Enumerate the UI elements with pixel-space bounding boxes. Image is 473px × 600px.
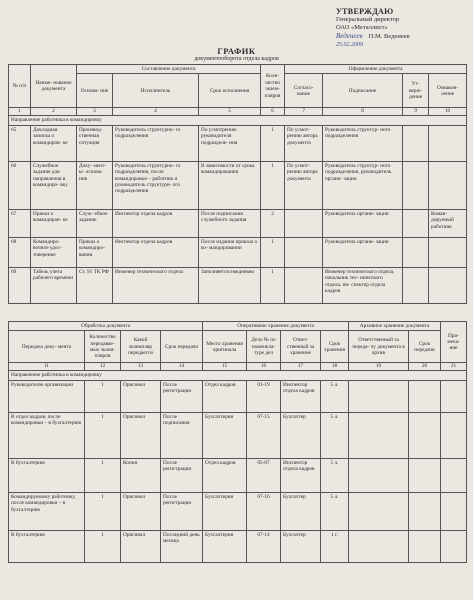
cell-num: 67: [9, 209, 31, 237]
cell-transfer: В бухгалтерию: [9, 530, 85, 562]
cell-sign: Руководитель структур- ного подразделения, руководитель органи- зации: [323, 161, 403, 209]
col-number: 3: [77, 108, 113, 116]
table-row: [9, 237, 467, 267]
cell-transfer: Командируемому работнику, после командировки – в бухгалтерию: [9, 492, 85, 530]
cell-transfer-term: После регистрации: [161, 380, 203, 412]
cell-approve: [403, 161, 429, 209]
cell-archive-term: [409, 458, 441, 492]
col-acquaint: Ознаком- ление: [429, 74, 467, 108]
cell-copies: 1: [85, 380, 121, 412]
cell-count: 1: [261, 125, 285, 161]
cell-agree: По усмот- рению автора документа: [285, 161, 323, 209]
cell-storage-term: 5 л.: [321, 458, 349, 492]
cell-approve: [403, 209, 429, 237]
cell-acquaint: [429, 161, 467, 209]
cell-archive-responsible: [349, 380, 409, 412]
cell-archive-term: [409, 412, 441, 458]
cell-storage-place: Отдел кадров: [203, 380, 247, 412]
cell-case-no: 05-07: [247, 458, 281, 492]
cell-archive-responsible: [349, 492, 409, 530]
cell-term: После подписания служебного задания: [199, 209, 261, 237]
col-number: 1: [9, 108, 31, 116]
cell-storage-term: 5 л.: [321, 492, 349, 530]
group-formalize: Оформление документа: [285, 65, 467, 74]
cell-executor: Инспектор отдела кадров: [113, 209, 199, 237]
cell-transfer-term: После регистрации: [161, 492, 203, 530]
col-number: 18: [321, 363, 349, 371]
cell-copies: 1: [85, 458, 121, 492]
col-basis: Основа- ние: [77, 74, 113, 108]
cell-archive-term: [409, 492, 441, 530]
col-num: № п/п: [9, 65, 31, 108]
table-row: [9, 267, 467, 303]
col-executor: Исполнитель: [113, 74, 199, 108]
cell-storage-term: 5 л.: [321, 380, 349, 412]
col-storage-place: Место хранения оригинала: [203, 331, 247, 363]
table-row: [9, 209, 467, 237]
cell-responsible: Инспектор отдела кадров: [281, 458, 321, 492]
cell-note: [441, 492, 467, 530]
cell-copies: 1: [85, 530, 121, 562]
cell-executor: Инженер технического отдела: [113, 267, 199, 303]
col-agreement: Согласо- вание: [285, 74, 323, 108]
cell-case-no: 07-15: [247, 412, 281, 458]
cell-archive-term: [409, 380, 441, 412]
cell-executor: Руководитель структурно- го подразделения: [113, 125, 199, 161]
cell-doc: Служебное задание для направления в командиро- вку: [31, 161, 77, 209]
cell-agree: [285, 237, 323, 267]
col-number: 9: [403, 108, 429, 116]
cell-archive-responsible: [349, 412, 409, 458]
col-approve: Ут- верж- дение: [403, 74, 429, 108]
cell-agree: [285, 209, 323, 237]
cell-transfer-term: После регистрации: [161, 458, 203, 492]
cell-transfer: Руководителю организации: [9, 380, 85, 412]
cell-agree: [285, 267, 323, 303]
cell-term: После издания приказа о ко- мандировании: [199, 237, 261, 267]
cell-acquaint: Коман- дируемый работник: [429, 209, 467, 237]
cell-sign: Инженер технического отдела, начальник тех- нического отдела, ин- спектор отдела кадров: [323, 267, 403, 303]
cell-executor: Руководитель структурно- го подразделения, после командировки – работник и руководитель структурн- ого подразделения: [113, 161, 199, 209]
cell-doc: Приказ о командиров- ке: [31, 209, 77, 237]
col-transfer: Передача доку- мента: [9, 331, 85, 363]
cell-term: По усмотрению руководителя подразделе- ния: [199, 125, 261, 161]
table-row: [9, 530, 467, 562]
cell-archive-term: [409, 530, 441, 562]
schedule-table-part2: [8, 321, 467, 563]
cell-which-copy: Оригинал: [121, 380, 161, 412]
table-row: [9, 161, 467, 209]
col-number: 16: [247, 363, 281, 371]
table-row: [9, 412, 467, 458]
cell-agree: По усмот- рению автора документа: [285, 125, 323, 161]
col-which-copy: Какой экземпляр передается: [121, 331, 161, 363]
cell-transfer: В бухгалтерию: [9, 458, 85, 492]
cell-basis: Производ- ственная ситуация: [77, 125, 113, 161]
cell-storage-term: 5 л.: [321, 412, 349, 458]
cell-note: [441, 530, 467, 562]
cell-basis: Доку- мент- ы- основа- ния: [77, 161, 113, 209]
col-number: 19: [349, 363, 409, 371]
cell-approve: [403, 125, 429, 161]
cell-num: 65: [9, 125, 31, 161]
col-exec-term: Срок исполнения: [199, 74, 261, 108]
col-transfer-term: Срок передачи: [161, 331, 203, 363]
col-number: 7: [285, 108, 323, 116]
table-row: [9, 458, 467, 492]
cell-doc: Командиро- вочное удос- товерение: [31, 237, 77, 267]
cell-term: В зависимости от срока командирования: [199, 161, 261, 209]
approval-signature-line: [336, 32, 466, 41]
approval-name: П.М. Веденеев: [368, 33, 410, 40]
col-doc-name: Наиме- нование документа: [31, 65, 77, 108]
cell-archive-responsible: [349, 530, 409, 562]
cell-count: 1: [261, 267, 285, 303]
cell-which-copy: Оригинал: [121, 412, 161, 458]
cell-num: 66: [9, 161, 31, 209]
approval-date: 25.02.2009: [336, 42, 363, 48]
cell-transfer: В отдел кадров, после командировки – в бухгалтерию: [9, 412, 85, 458]
col-number: 4: [113, 108, 199, 116]
approval-title: УТВЕРЖДАЮ: [336, 7, 394, 16]
cell-num: 68: [9, 237, 31, 267]
cell-basis: Служ- ебное задание: [77, 209, 113, 237]
cell-note: [441, 412, 467, 458]
cell-responsible: Бухгалтер: [281, 492, 321, 530]
cell-approve: [403, 267, 429, 303]
table-row: [9, 380, 467, 412]
cell-acquaint: [429, 267, 467, 303]
cell-count: 1: [261, 237, 285, 267]
col-number: 20: [409, 363, 441, 371]
handwritten-signature: Веденеев: [336, 32, 363, 40]
cell-responsible: Бухгалтер: [281, 412, 321, 458]
cell-storage-place: Бухгалтерия: [203, 530, 247, 562]
approval-stamp: [336, 8, 466, 49]
col-number: 8: [323, 108, 403, 116]
cell-note: [441, 458, 467, 492]
col-number: 15: [203, 363, 247, 371]
cell-copies: 1: [85, 412, 121, 458]
cell-storage-place: Бухгалтерия: [203, 412, 247, 458]
document-subtitle: документооборота отдела кадров: [194, 56, 279, 62]
col-number: 5: [199, 108, 261, 116]
cell-doc: Табель учета рабочего времени: [31, 267, 77, 303]
group-operational-storage: Оперативное хранение документа: [203, 322, 349, 331]
col-number: 17: [281, 363, 321, 371]
table-row: [9, 125, 467, 161]
column-numbers: [9, 108, 467, 116]
cell-acquaint: [429, 125, 467, 161]
cell-storage-place: Отдел кадров: [203, 458, 247, 492]
cell-responsible: Инспектор отдела кадров: [281, 380, 321, 412]
section-heading: Направление работника в командировку: [9, 116, 467, 125]
cell-sign: Руководитель органи- зации: [323, 209, 403, 237]
col-case-no: Дело № по номенкла- туре дел: [247, 331, 281, 363]
col-count: Коли- чество экзем- пляров: [261, 65, 285, 108]
group-archive-storage: Архивное хранение документа: [349, 322, 441, 331]
approval-position: Генеральный директор: [336, 16, 400, 23]
document-title: ГРАФИК: [217, 46, 256, 56]
approval-company: ОАО «Металлист»: [336, 24, 388, 31]
cell-sign: Руководитель структур- ного подразделения: [323, 125, 403, 161]
cell-transfer-term: После подписания: [161, 412, 203, 458]
col-number: 6: [261, 108, 285, 116]
col-number: 2: [31, 108, 77, 116]
col-note: При- меча- ние: [441, 322, 467, 363]
table-row: [9, 492, 467, 530]
col-responsible: Ответ- ственный за хранение: [281, 331, 321, 363]
cell-term: Заполняется ежедневно: [199, 267, 261, 303]
group-compose: Составление документа: [77, 65, 261, 74]
cell-acquaint: [429, 237, 467, 267]
cell-transfer-term: Последний день месяца: [161, 530, 203, 562]
cell-num: 69: [9, 267, 31, 303]
cell-note: [441, 380, 467, 412]
cell-case-no: 01-19: [247, 380, 281, 412]
cell-archive-responsible: [349, 458, 409, 492]
cell-which-copy: Оригинал: [121, 530, 161, 562]
cell-which-copy: Копия: [121, 458, 161, 492]
cell-approve: [403, 237, 429, 267]
cell-storage-term: 1 г.: [321, 530, 349, 562]
group-processing: Обработка документа: [9, 322, 203, 331]
col-archive-responsible: Ответственный за переда- чу документа в архив: [349, 331, 409, 363]
cell-executor: Инспектор отдела кадров: [113, 237, 199, 267]
cell-count: 1: [261, 161, 285, 209]
col-number: 12: [85, 363, 121, 371]
col-number: 13: [121, 363, 161, 371]
cell-doc: Докладная записка о командиров- ке: [31, 125, 77, 161]
cell-responsible: Бухгалтер: [281, 530, 321, 562]
col-number: 11: [9, 363, 85, 371]
cell-storage-place: Бухгалтерия: [203, 492, 247, 530]
cell-count: 2: [261, 209, 285, 237]
column-numbers: [9, 363, 467, 371]
col-archive-term: Срок передачи: [409, 331, 441, 363]
cell-copies: 1: [85, 492, 121, 530]
col-storage-term: Срок хранения: [321, 331, 349, 363]
cell-basis: Приказ о командиро- вании: [77, 237, 113, 267]
schedule-table-part1: [8, 64, 467, 304]
col-number: 21: [441, 363, 467, 371]
cell-basis: Ст. 91 ТК РФ: [77, 267, 113, 303]
col-number: 14: [161, 363, 203, 371]
cell-sign: Руководитель органи- зации: [323, 237, 403, 267]
section-heading: Направление работника в командировку: [9, 371, 467, 380]
col-signing: Подписание: [323, 74, 403, 108]
col-copies: Количество передавае- мых экзем- пляров: [85, 331, 121, 363]
col-number: 10: [429, 108, 467, 116]
cell-which-copy: Оригинал: [121, 492, 161, 530]
cell-case-no: 07-14: [247, 530, 281, 562]
cell-case-no: 07-16: [247, 492, 281, 530]
